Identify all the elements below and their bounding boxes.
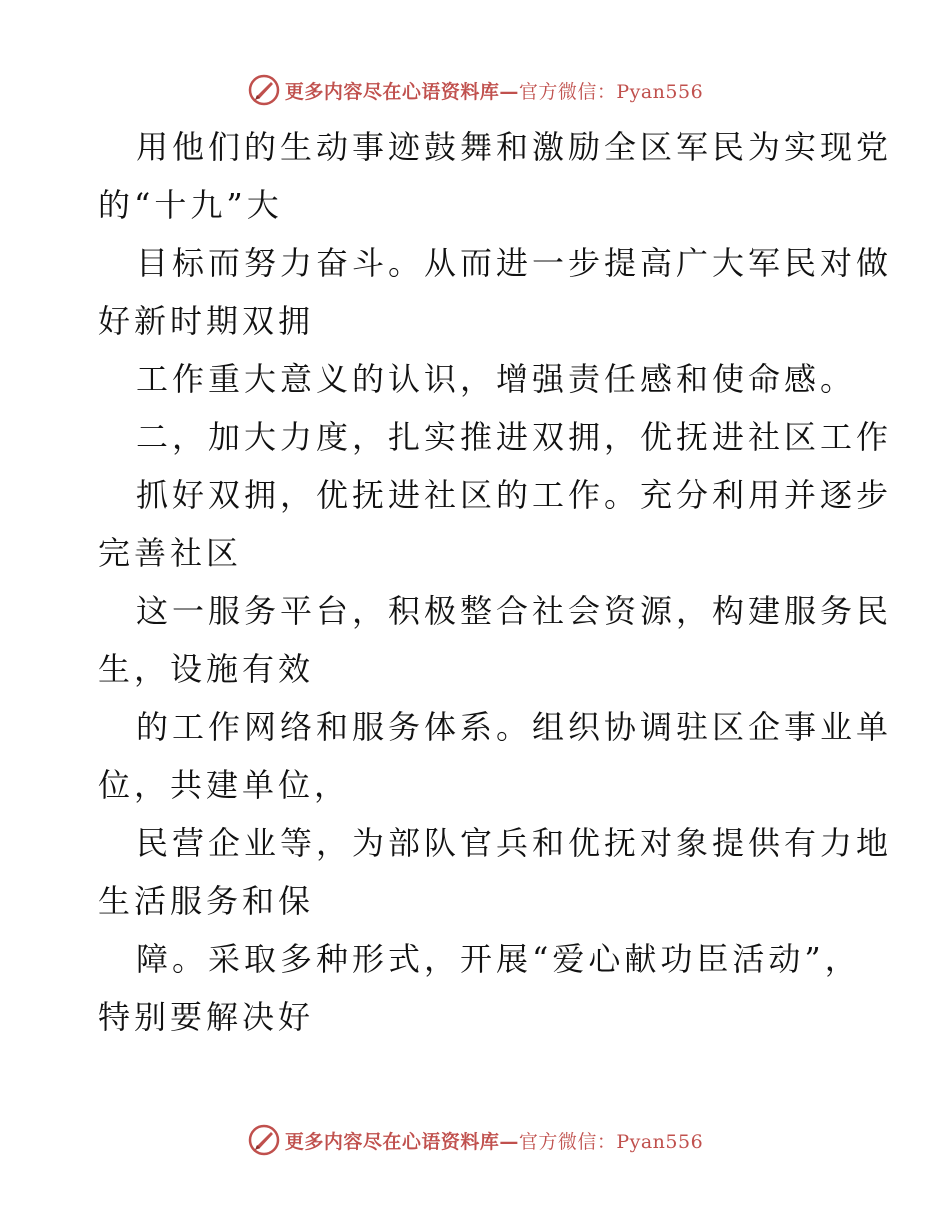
text-line: 工作重大意义的认识，增强责任感和使命感。 [136, 360, 857, 398]
banner-text [285, 1127, 703, 1154]
text-line: 抓好双拥，优抚进社区的工作。充分利用并逐步 [136, 476, 893, 514]
text-line: 位，共建单位， [98, 766, 351, 804]
banner-main: 更多内容尽在心语资料库— [284, 80, 519, 103]
banner-main: 更多内容尽在心语资料库— [284, 1130, 519, 1153]
document-body [98, 118, 893, 1046]
quill-logo-icon [247, 1123, 281, 1157]
header-banner [0, 70, 950, 110]
text-line: 特别要解决好 [98, 998, 315, 1036]
text-line: 用他们的生动事迹鼓舞和激励全区军民为实现党 [136, 128, 893, 166]
text-line: 生活服务和保 [98, 882, 315, 920]
text-line: 的“十九”大 [98, 186, 283, 224]
text-line: 完善社区 [98, 534, 243, 572]
banner-sub: 官方微信：Pyan556 [518, 80, 704, 103]
banner-text [285, 77, 703, 104]
text-line: 生，设施有效 [98, 650, 315, 688]
text-line: 目标而努力奋斗。从而进一步提高广大军民对做 [136, 244, 893, 282]
text-line: 二，加大力度，扎实推进双拥，优抚进社区工作 [136, 418, 893, 456]
text-line: 好新时期双拥 [98, 302, 315, 340]
footer-banner [0, 1120, 950, 1160]
quill-logo-icon [247, 73, 281, 107]
text-line: 障。采取多种形式，开展“爱心献功臣活动”， [136, 940, 861, 978]
banner-sub: 官方微信：Pyan556 [518, 1130, 704, 1153]
text-line: 民营企业等，为部队官兵和优抚对象提供有力地 [136, 824, 893, 862]
text-line: 的工作网络和服务体系。组织协调驻区企事业单 [136, 708, 893, 746]
text-line: 这一服务平台，积极整合社会资源，构建服务民 [136, 592, 893, 630]
